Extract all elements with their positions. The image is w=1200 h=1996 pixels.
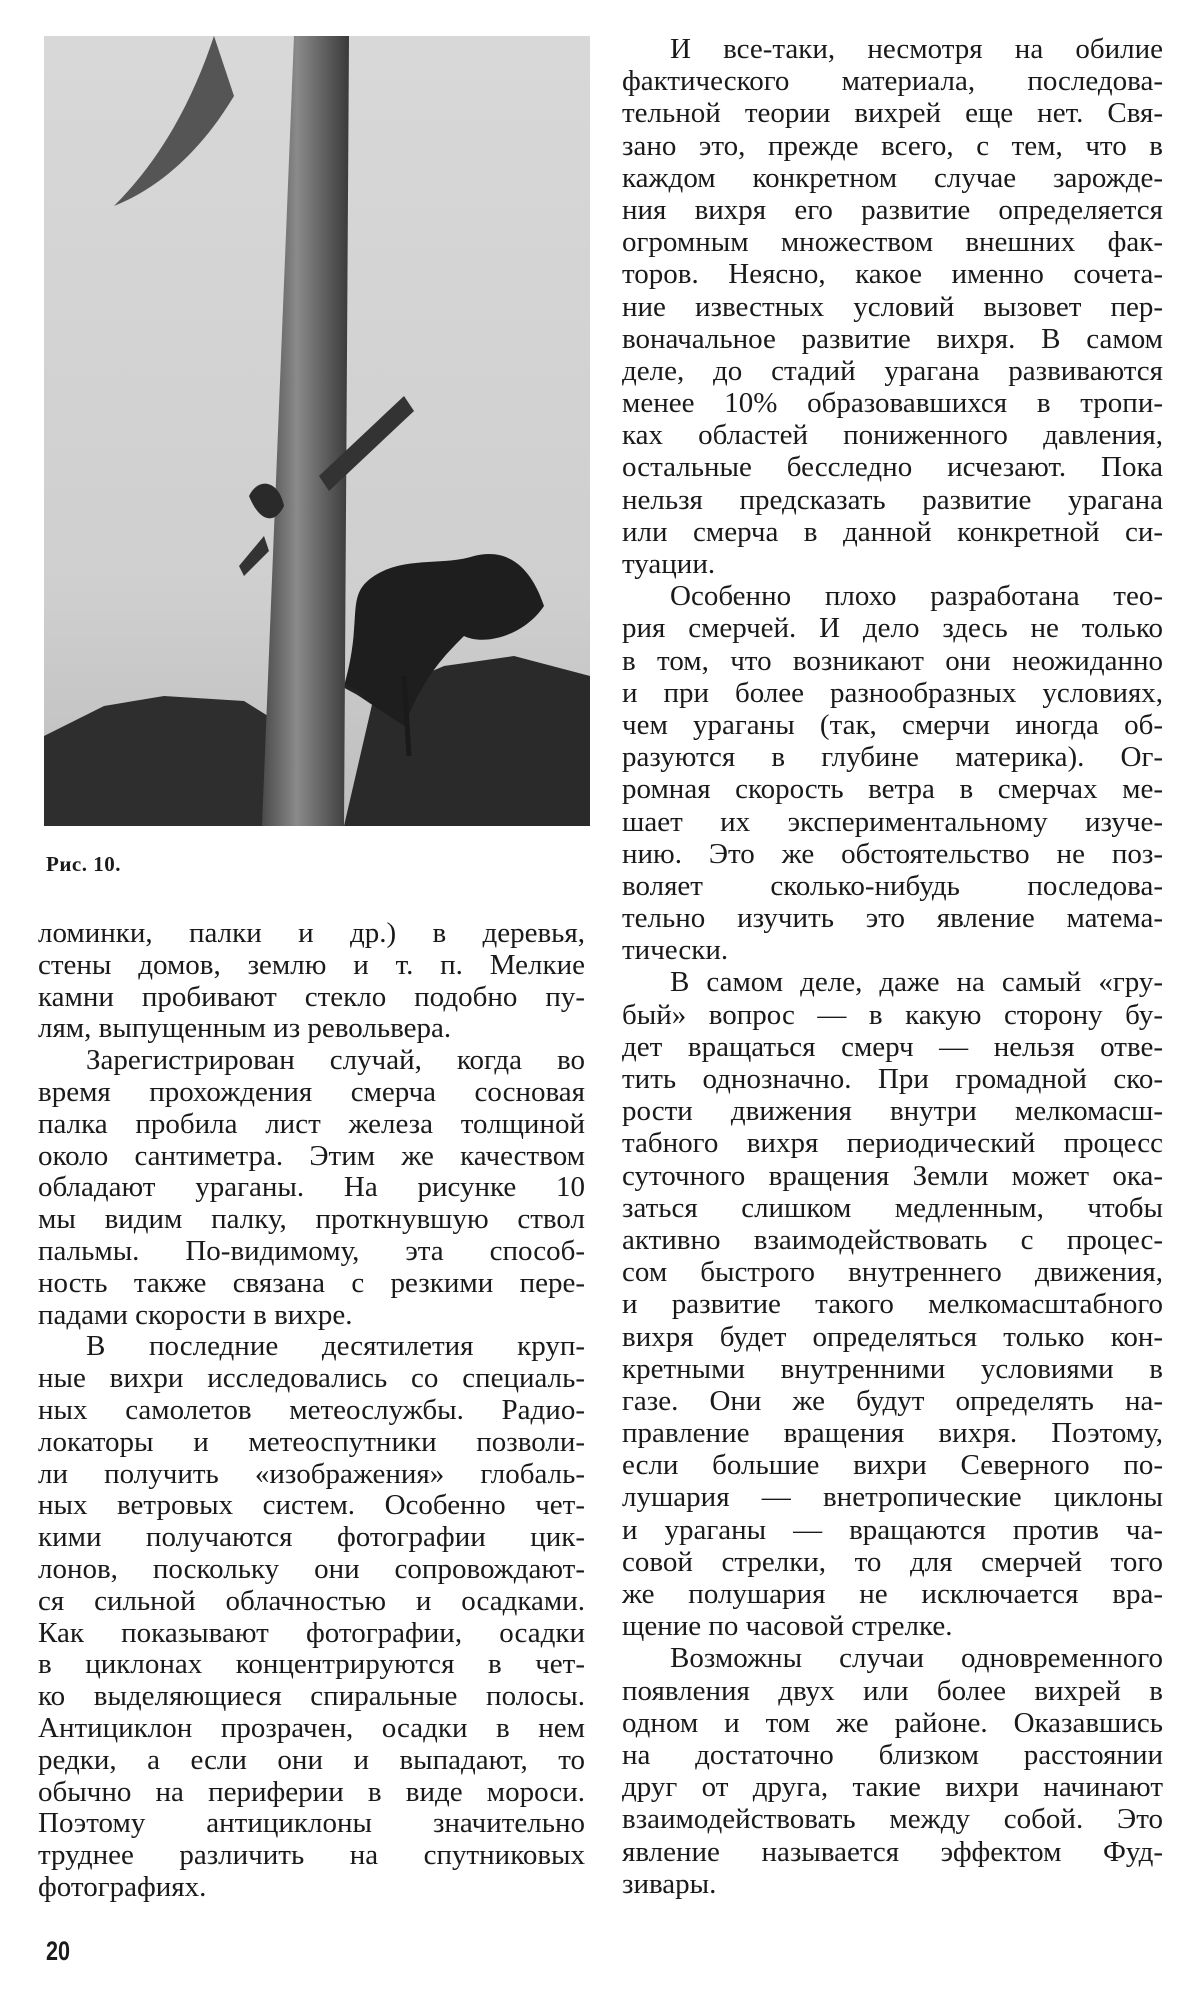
text-line: нельзя предсказать развитие урагана (622, 483, 1163, 516)
text-line: И все-таки, несмотря на обилие (670, 33, 1163, 65)
text-line: кими получаются фотографии цик- (38, 1521, 585, 1554)
left-column-text (38, 918, 585, 1904)
text-line: бый» вопрос — в какую сторону бу- (622, 998, 1163, 1031)
text-line: менее 10% образовавшихся в тропи- (622, 387, 1163, 420)
figure-photo-palm-with-stick (44, 36, 590, 826)
text-line: Антициклон прозрачен, осадки в нем (38, 1711, 585, 1744)
text-line: В последние десятилетия круп- (86, 1330, 585, 1363)
text-line: ломинки, палки и др.) в деревья, (38, 917, 585, 949)
text-line: Как показывают фотографии, осадки (38, 1616, 585, 1649)
text-line: туации. (622, 548, 716, 580)
text-line: ность также связана с резкими пере- (38, 1266, 585, 1299)
text-line: ся сильной облачностью и осадками. (38, 1584, 585, 1617)
text-line: каждом конкретном случае зарожде- (622, 161, 1163, 194)
text-line: фотографиях. (38, 1870, 207, 1903)
text-line: воляет сколько-нибудь последова- (622, 869, 1163, 902)
text-line: Зарегистрирован случай, когда во (86, 1044, 585, 1077)
text-line: деле, до стадий урагана развиваются (622, 354, 1163, 387)
text-line: разуются в глубине материка). Ог- (622, 741, 1163, 774)
text-line: Особенно плохо разработана тео- (670, 580, 1163, 613)
text-line: рости движения внутри мелкомасш- (622, 1095, 1163, 1128)
text-line: тельно изучить это явление матема- (622, 902, 1163, 935)
text-line: кретными внутренними условиями в (622, 1352, 1163, 1385)
text-line: камни пробивают стекло подобно пу- (38, 980, 585, 1013)
text-line: время прохождения смерча сосновая (38, 1075, 585, 1108)
text-line: торов. Неясно, какое именно сочета- (622, 258, 1163, 291)
text-line: обычно на периферии в виде мороси. (38, 1775, 585, 1808)
text-line: чем ураганы (так, смерчи иногда об- (622, 708, 1163, 741)
text-line: ромная скорость ветра в смерчах ме- (622, 773, 1163, 806)
text-line: тически. (622, 934, 729, 967)
text-line: совой стрелки, то для смерчей того (622, 1545, 1163, 1578)
text-line: около сантиметра. Этим же качеством (38, 1139, 585, 1172)
text-line: фактического материала, последова- (622, 65, 1163, 98)
text-line: активно взаимодействовать с процес- (622, 1223, 1163, 1256)
text-line: сом быстрого внутреннего движения, (622, 1256, 1163, 1289)
text-line: труднее различить на спутниковых (38, 1839, 585, 1872)
text-line: нию. Это же обстоятельство не поз- (622, 837, 1163, 870)
text-line: мы видим палку, проткнувшую ствол (38, 1203, 585, 1236)
text-line: зано это, прежде всего, с тем, что в (622, 129, 1163, 162)
text-line: ко выделяющиеся спиральные полосы. (38, 1680, 585, 1713)
figure-caption: Рис. 10. (46, 852, 121, 876)
text-line: огромным множеством внешних фак- (622, 226, 1163, 259)
text-line: ли получить «изображения» глобаль- (38, 1457, 585, 1490)
text-line: Поэтому антициклоны значительно (38, 1807, 585, 1840)
text-line: ные вихри исследовались со специаль- (38, 1362, 585, 1395)
text-line: тельной теории вихрей еще нет. Свя- (622, 97, 1163, 130)
text-line: явление называется эффектом Фуд- (622, 1835, 1163, 1868)
text-line: суточного вращения Земли может ока- (622, 1159, 1163, 1192)
text-line: В самом деле, даже на самый «гру- (670, 966, 1163, 999)
text-line: взаимодействовать между собой. Это (622, 1803, 1163, 1836)
text-line: появления двух или более вихрей в (622, 1674, 1163, 1707)
text-line: редки, а если они и выпадают, то (38, 1743, 585, 1776)
text-line: одном и том же районе. Оказавшись (622, 1706, 1163, 1739)
text-line: падами скорости в вихре. (38, 1298, 353, 1331)
text-line: в циклонах концентрируются в чет- (38, 1648, 585, 1681)
text-line: и развитие такого мелкомасштабного (622, 1288, 1163, 1321)
text-line: локаторы и метеоспутники позволи- (38, 1425, 585, 1458)
text-line: ние известных условий вызовет пер- (622, 290, 1163, 323)
text-line: лушария — внетропические циклоны (622, 1481, 1163, 1514)
text-line: и при более разнообразных условиях, (622, 676, 1163, 709)
page-number: 20 (46, 1936, 71, 1966)
right-column-text (622, 33, 1163, 1900)
text-line: лонов, поскольку они сопровождают- (38, 1552, 585, 1585)
text-line: пальмы. По-видимому, эта способ- (38, 1234, 585, 1267)
text-line: лям, выпущенным из револьвера. (38, 1012, 452, 1045)
text-line: и ураганы — вращаются против ча- (622, 1513, 1163, 1546)
text-line: друг от друга, такие вихри начинают (622, 1771, 1163, 1804)
text-line: рия смерчей. И дело здесь не только (622, 612, 1163, 645)
text-line: вихря будет определяться только кон- (622, 1320, 1163, 1353)
text-line: ния вихря его развитие определяется (622, 193, 1163, 226)
text-line: или смерча в данной конкретной си- (622, 515, 1163, 548)
text-line: стены домов, землю и т. п. Мелкие (38, 948, 585, 981)
text-line: тить однозначно. При громадной ско- (622, 1063, 1163, 1095)
text-line: газе. Они же будут определять на- (622, 1384, 1163, 1417)
text-line: шает их экспериментальному изуче- (622, 805, 1163, 838)
text-line: воначальное развитие вихря. В самом (622, 322, 1163, 355)
text-line: щение по часовой стрелке. (622, 1610, 953, 1643)
text-line: зивары. (622, 1867, 717, 1900)
text-line: же полушария не исключается вра- (622, 1578, 1163, 1610)
text-line: в том, что возникают они неожиданно (622, 644, 1163, 677)
text-line: ках областей пониженного давления, (622, 419, 1163, 452)
text-line: если большие вихри Северного по- (622, 1449, 1163, 1482)
text-line: ных самолетов метеослужбы. Радио- (38, 1393, 585, 1426)
text-line: палка пробила лист железа толщиной (38, 1107, 585, 1140)
text-line: на достаточно близком расстоянии (622, 1738, 1163, 1771)
text-line: правление вращения вихря. Поэтому, (622, 1417, 1163, 1450)
text-line: Возможны случаи одновременного (670, 1642, 1163, 1675)
text-line: ных ветровых систем. Особенно чет- (38, 1489, 585, 1522)
text-line: табного вихря периодический процесс (622, 1127, 1163, 1160)
text-line: дет вращаться смерч — нельзя отве- (622, 1030, 1163, 1063)
text-line: остальные бесследно исчезают. Пока (622, 451, 1163, 484)
text-line: обладают ураганы. На рисунке 10 (38, 1171, 585, 1204)
text-line: заться слишком медленным, чтобы (622, 1191, 1163, 1224)
